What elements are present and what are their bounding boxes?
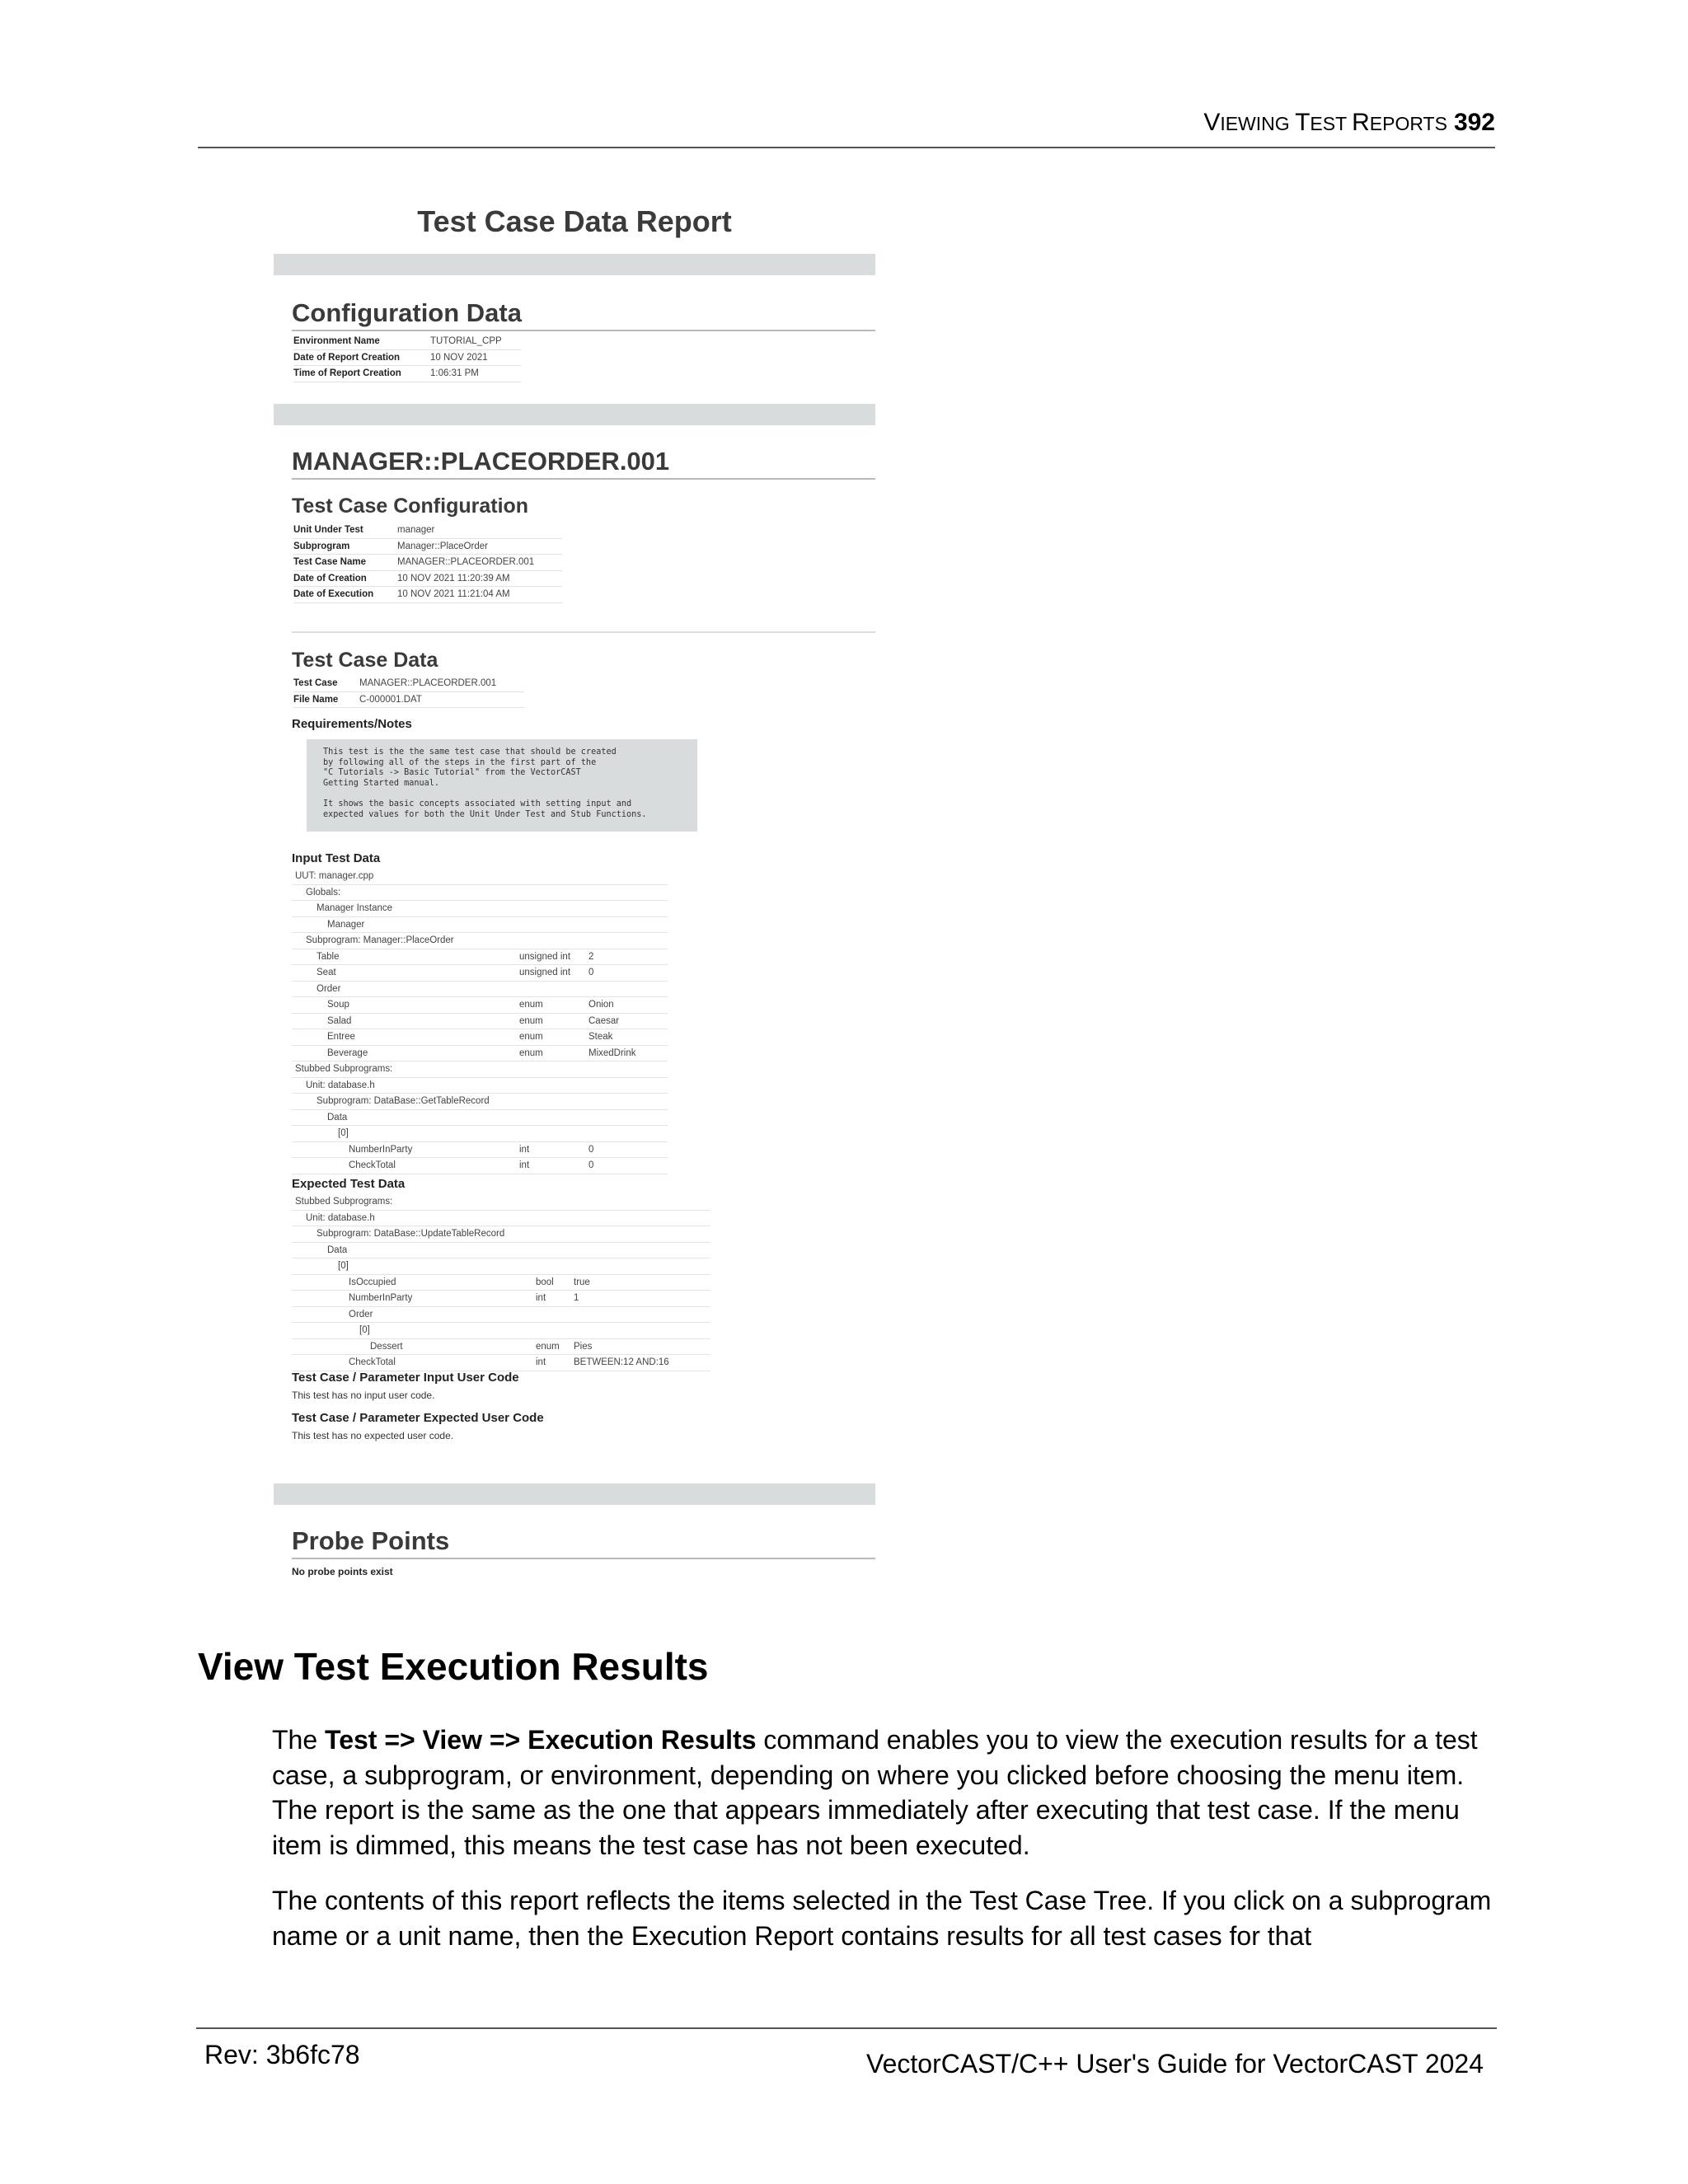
requirements-notes: This test is the the same test case that should be created by following all of the steps in the first part of the "C Tutorials -> Basic Tutorial" from the VectorCAST Getting Started manual. It shows the basic concepts associated with setting input and expected values for both the Unit Under Test and Stub Functions. — [307, 739, 697, 832]
data-row — [292, 885, 668, 902]
data-name-cell: CheckTotal — [349, 1357, 396, 1368]
tc-config-heading: Test Case Configuration — [292, 494, 529, 518]
data-row — [292, 965, 668, 982]
kv-value: 10 NOV 2021 11:20:39 AM — [397, 573, 510, 583]
data-name-cell: [0] — [338, 1128, 349, 1139]
data-name-cell: Stubbed Subprograms: — [295, 1197, 393, 1207]
data-value-cell: true — [574, 1277, 590, 1287]
data-type-cell: enum — [536, 1341, 560, 1352]
kv-key: Test Case — [293, 678, 338, 689]
data-name-cell: Unit: database.h — [306, 1212, 375, 1223]
data-name-cell: Order — [316, 983, 341, 994]
data-name-cell: Subprogram: DataBase::UpdateTableRecord — [316, 1229, 505, 1240]
data-value-cell: 0 — [588, 968, 594, 978]
probe-points-text: No probe points exist — [292, 1566, 393, 1577]
page-number: 392 — [1453, 109, 1495, 136]
data-row — [292, 1339, 710, 1356]
data-row — [292, 1158, 668, 1174]
data-row — [292, 982, 668, 998]
kv-key: Time of Report Creation — [293, 368, 401, 379]
data-type-cell: unsigned int — [519, 951, 571, 962]
data-name-cell: Beverage — [327, 1047, 368, 1058]
data-name-cell: Globals: — [306, 887, 341, 898]
kv-key: Date of Creation — [293, 573, 367, 583]
data-name-cell: NumberInParty — [349, 1144, 413, 1155]
data-type-cell: unsigned int — [519, 968, 571, 978]
kv-row — [293, 334, 521, 350]
kv-row — [293, 692, 524, 709]
kv-value: C-000001.DAT — [359, 694, 422, 705]
data-row — [292, 1078, 668, 1094]
data-row — [292, 1110, 668, 1127]
expected-user-code-text: This test has no expected user code. — [292, 1430, 454, 1441]
data-row — [292, 1014, 668, 1030]
data-row — [292, 1062, 668, 1078]
data-row — [292, 1029, 668, 1046]
data-row — [292, 1142, 668, 1159]
input-user-code-text: This test has no input user code. — [292, 1390, 435, 1401]
data-value-cell: 0 — [588, 1144, 594, 1155]
page-header — [198, 105, 1495, 148]
data-row — [292, 1243, 710, 1259]
data-type-cell: int — [519, 1160, 530, 1171]
kv-row — [293, 350, 521, 367]
kv-value: TUTORIAL_CPP — [430, 336, 502, 347]
data-type-cell: bool — [536, 1277, 554, 1287]
data-row — [292, 933, 668, 949]
section-title: View Test Execution Results — [198, 1645, 709, 1688]
data-row — [292, 1046, 668, 1062]
data-type-cell: enum — [519, 1015, 543, 1026]
data-type-cell: enum — [519, 1047, 543, 1058]
data-value-cell: MixedDrink — [588, 1047, 636, 1058]
data-name-cell: NumberInParty — [349, 1293, 413, 1304]
probe-points-heading: Probe Points — [292, 1526, 875, 1559]
data-name-cell: Entree — [327, 1032, 355, 1043]
data-name-cell: Seat — [316, 968, 336, 978]
data-type-cell: int — [536, 1293, 546, 1304]
data-name-cell: Unit: database.h — [306, 1080, 375, 1090]
kv-value: MANAGER::PLACEORDER.001 — [397, 557, 535, 568]
data-row — [292, 869, 668, 885]
divider — [292, 631, 875, 633]
testcase-heading: MANAGER::PLACEORDER.001 — [292, 447, 875, 480]
data-value-cell: 2 — [588, 951, 594, 962]
paragraph-2: The contents of this report reflects the items selected in the Test Case Tree. If you click on a subprogram name or a unit name, then the Execution Report contains results for all test cases for that — [272, 1886, 1492, 1951]
kv-value: 10 NOV 2021 11:21:04 AM — [397, 589, 510, 600]
data-row — [292, 1226, 710, 1243]
kv-row — [293, 555, 562, 571]
data-row — [292, 1323, 710, 1339]
kv-key: Unit Under Test — [293, 525, 363, 536]
data-name-cell: Salad — [327, 1015, 352, 1026]
data-name-cell: [0] — [359, 1325, 370, 1336]
data-row — [292, 1258, 710, 1275]
kv-key: Date of Report Creation — [293, 352, 401, 363]
footer-rule — [196, 2027, 1497, 2029]
data-name-cell: Dessert — [370, 1341, 403, 1352]
data-value-cell: 0 — [588, 1160, 594, 1171]
expected-user-code-heading: Test Case / Parameter Expected User Code — [292, 1411, 544, 1425]
revision-label: Rev: 3b6fc78 — [204, 2040, 360, 2069]
data-row — [292, 1094, 668, 1110]
report-screenshot — [272, 198, 877, 1591]
data-type-cell: int — [519, 1144, 530, 1155]
kv-key: File Name — [293, 694, 339, 705]
kv-key: Date of Execution — [293, 589, 374, 600]
kv-key: Environment Name — [293, 336, 380, 347]
section-bar — [274, 1483, 875, 1505]
data-type-cell: int — [536, 1357, 546, 1368]
data-name-cell: CheckTotal — [349, 1160, 396, 1171]
data-row — [292, 901, 668, 917]
data-row — [292, 1291, 710, 1307]
data-name-cell: Soup — [327, 1000, 349, 1010]
data-value-cell: BETWEEN:12 AND:16 — [574, 1357, 669, 1368]
paragraph-1: The Test => View => Execution Results command enables you to view the execution results for a test case, a subprogram, or environment, depending on where you clicked before choosing the menu item. The report is the same as the one that appears immediately after executing that test case. If the menu item is dimmed, this means the test case has not been executed. — [272, 1725, 1478, 1860]
kv-row — [293, 539, 562, 555]
running-title: VIEWING TEST REPORTS — [1203, 109, 1447, 136]
kv-value: 10 NOV 2021 — [430, 352, 488, 363]
kv-row — [293, 366, 521, 382]
kv-value: MANAGER::PLACEORDER.001 — [359, 678, 497, 689]
configuration-heading: Configuration Data — [292, 298, 875, 331]
data-name-cell: Subprogram: Manager::PlaceOrder — [306, 935, 454, 946]
data-type-cell: enum — [519, 1000, 543, 1010]
data-value-cell: 1 — [574, 1293, 579, 1304]
data-row — [292, 1194, 710, 1211]
data-name-cell: Data — [327, 1112, 348, 1122]
expected-data-heading: Expected Test Data — [292, 1177, 406, 1191]
data-name-cell: Data — [327, 1244, 348, 1255]
data-name-cell: Subprogram: DataBase::GetTableRecord — [316, 1096, 490, 1107]
input-data-heading: Input Test Data — [292, 851, 381, 865]
tc-config-table — [293, 523, 562, 603]
data-name-cell: Order — [349, 1309, 373, 1319]
data-name-cell: Stubbed Subprograms: — [295, 1064, 393, 1075]
input-data-table — [292, 869, 668, 1174]
data-row — [292, 1126, 668, 1142]
report-title: Test Case Data Report — [417, 204, 732, 238]
data-row — [292, 949, 668, 966]
data-name-cell: Manager — [327, 919, 365, 930]
kv-value: Manager::PlaceOrder — [397, 541, 488, 551]
kv-row — [293, 587, 562, 603]
kv-value: 1:06:31 PM — [430, 368, 479, 379]
data-value-cell: Caesar — [588, 1015, 620, 1026]
menu-command: Test => View => Execution Results — [325, 1725, 757, 1755]
requirements-heading: Requirements/Notes — [292, 717, 412, 731]
data-value-cell: Pies — [574, 1341, 593, 1352]
tc-data-table — [293, 676, 524, 708]
data-row — [292, 1307, 710, 1324]
data-row — [292, 1355, 710, 1371]
kv-row — [293, 676, 524, 692]
configuration-table — [293, 334, 521, 382]
tc-data-heading: Test Case Data — [292, 649, 438, 672]
section-bar — [274, 404, 875, 425]
section-bar — [274, 254, 875, 275]
data-row — [292, 1211, 710, 1227]
kv-key: Test Case Name — [293, 557, 366, 568]
input-user-code-heading: Test Case / Parameter Input User Code — [292, 1371, 519, 1385]
data-name-cell: IsOccupied — [349, 1277, 396, 1287]
data-name-cell: UUT: manager.cpp — [295, 871, 374, 882]
kv-row — [293, 523, 562, 539]
expected-data-table — [292, 1194, 710, 1371]
kv-row — [293, 571, 562, 588]
data-value-cell: Onion — [588, 1000, 614, 1010]
data-row — [292, 997, 668, 1014]
data-type-cell: enum — [519, 1032, 543, 1043]
data-name-cell: Table — [316, 951, 340, 962]
data-row — [292, 1275, 710, 1291]
data-name-cell: Manager Instance — [316, 903, 393, 914]
data-row — [292, 917, 668, 934]
data-value-cell: Steak — [588, 1032, 613, 1043]
kv-value: manager — [397, 525, 435, 536]
guide-title: VectorCAST/C++ User's Guide for VectorCAST 2024 — [866, 2049, 1484, 2079]
kv-key: Subprogram — [293, 541, 350, 551]
data-name-cell: [0] — [338, 1261, 349, 1272]
